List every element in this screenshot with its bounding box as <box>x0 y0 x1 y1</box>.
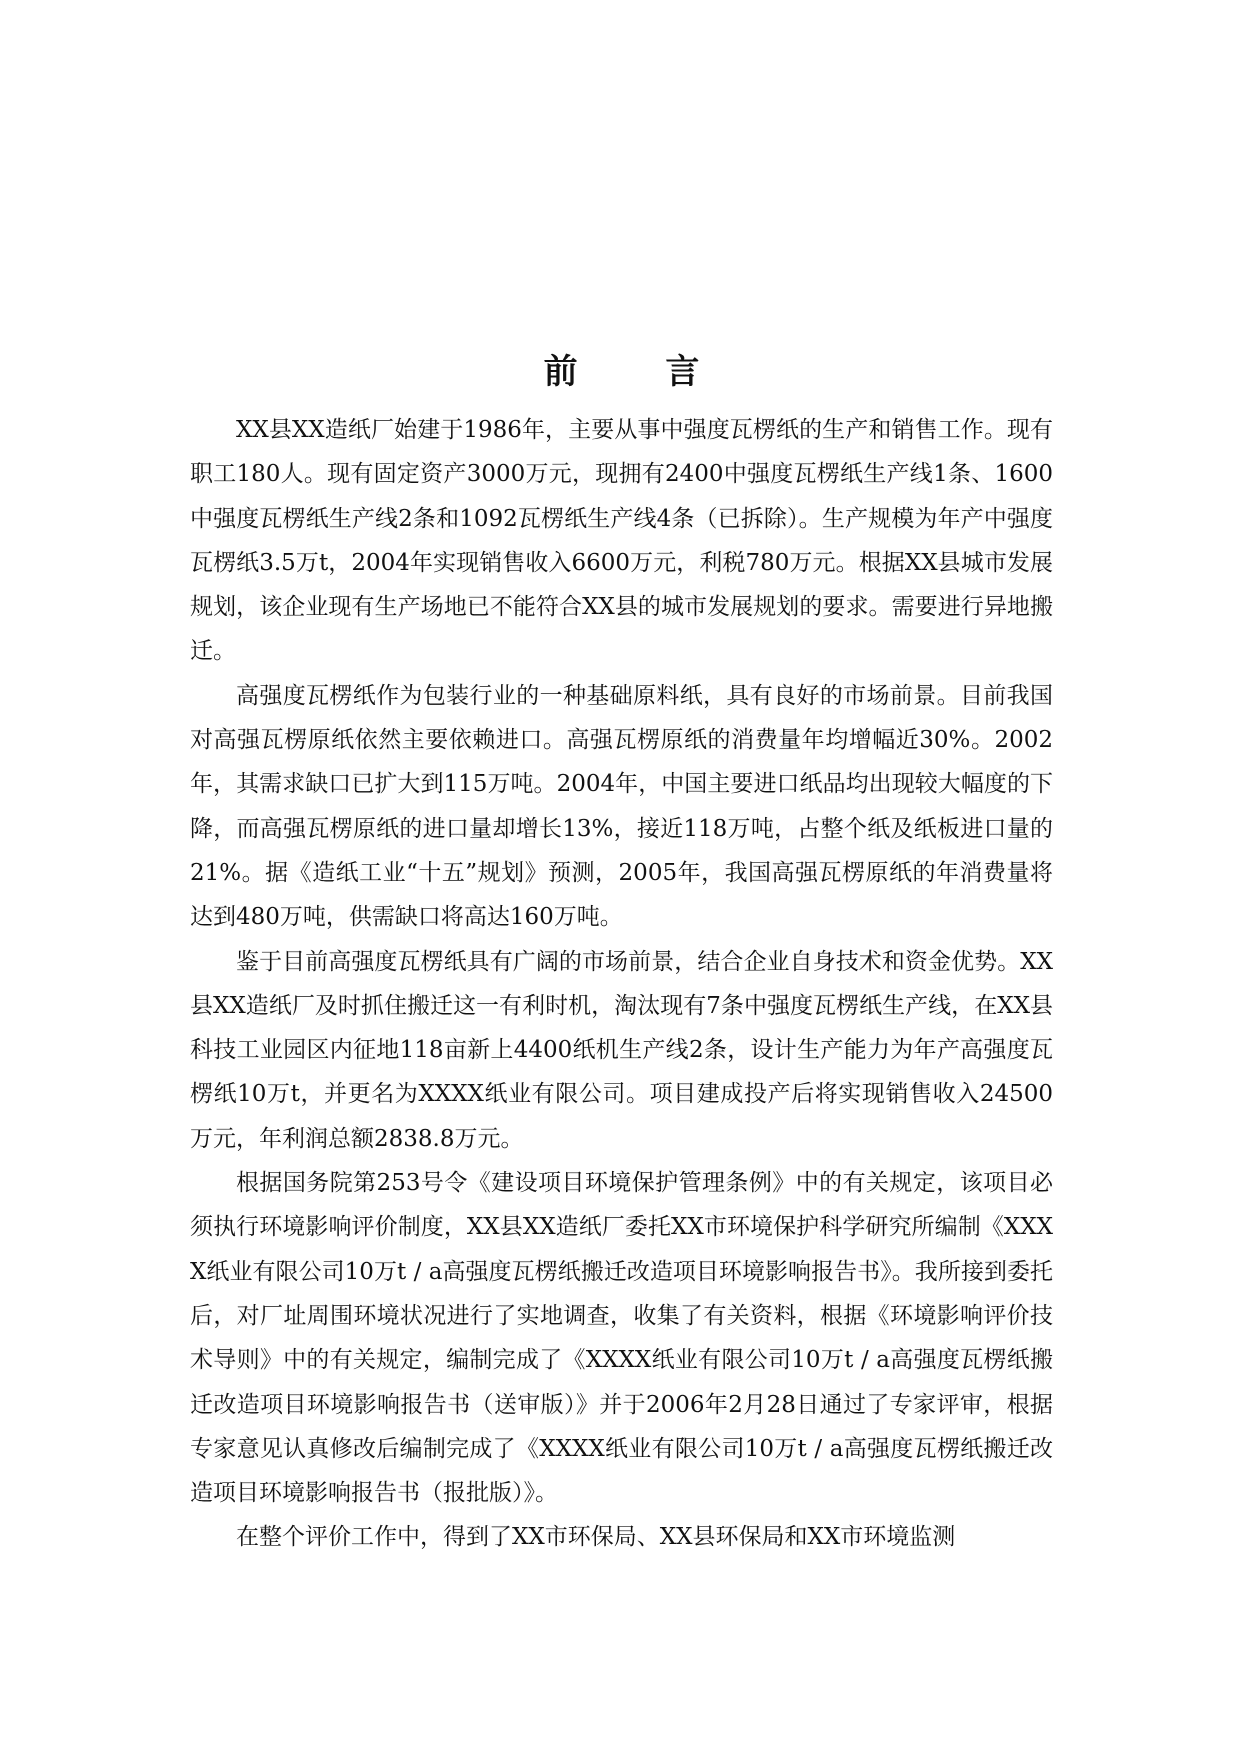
page-title: 前 言 <box>543 352 738 392</box>
paragraph-assessment-process: 根据国务院第253号令《建设项目环境保护管理条例》中的有关规定，该项目必须执行环境影响评价制度，XX县XX造纸厂委托XX市环境保护科学研究所编制《XXXX纸业有限公司10万t / a高强度瓦楞纸搬迁改造项目环境影响报告书》。我所接到委托后，对厂址周围环境状况进行了实地调查，收集了有关资料，根据《环境影响评价技术导则》中的有关规定，编制完成了《XXXX纸业有限公司10万t / a高强度瓦楞纸搬迁改造项目环境影响报告书（送审版）》并于2006年2月28日通过了专家评审，根据专家意见认真修改后编制完成了《XXXX纸业有限公司10万t / a高强度瓦楞纸搬迁改造项目环境影响报告书（报批版）》。 <box>190 1170 1053 1507</box>
paragraph-market-outlook: 高强度瓦楞纸作为包装行业的一种基础原料纸，具有良好的市场前景。目前我国对高强瓦楞原纸依然主要依赖进口。高强瓦楞原纸的消费量年均增幅近30%。2002年，其需求缺口已扩大到115万吨。2004年，中国主要进口纸品均出现较大幅度的下降，而高强瓦楞原纸的进口量却增长13%，接近118万吨，占整个纸及纸板进口量的21%。据《造纸工业“十五”规划》预测，2005年，我国高强瓦楞原纸的年消费量将达到480万吨，供需缺口将高达160万吨。 <box>190 682 1053 931</box>
paragraph-relocation-plan: 鉴于目前高强度瓦楞纸具有广阔的市场前景，结合企业自身技术和资金优势。XX县XX造纸厂及时抓住搬迁这一有利时机，淘汰现有7条中强度瓦楞纸生产线，在XX县科技工业园区内征地118亩新上4400纸机生产线2条，设计生产能力为年产高强度瓦楞纸10万t，并更名为XXXX纸业有限公司。项目建成投产后将实现销售收入24500万元，年利润总额2838.8万元。 <box>190 948 1053 1152</box>
paragraph-acknowledgement: 在整个评价工作中，得到了XX市环保局、XX县环保局和XX市环境监测 <box>236 1524 956 1551</box>
paragraph-company-background: XX县XX造纸厂始建于1986年，主要从事中强度瓦楞纸的生产和销售工作。现有职工180人。现有固定资产3000万元，现拥有2400中强度瓦楞纸生产线1条、1600中强度瓦楞纸生产线2条和1092瓦楞纸生产线4条（已拆除）。生产规模为年产中强度瓦楞纸3.5万t，2004年实现销售收入6600万元，利税780万元。根据XX县城市发展规划，该企业现有生产场地已不能符合XX县的城市发展规划的要求。需要进行异地搬迁。 <box>190 417 1053 665</box>
document-page <box>190 346 1053 1560</box>
